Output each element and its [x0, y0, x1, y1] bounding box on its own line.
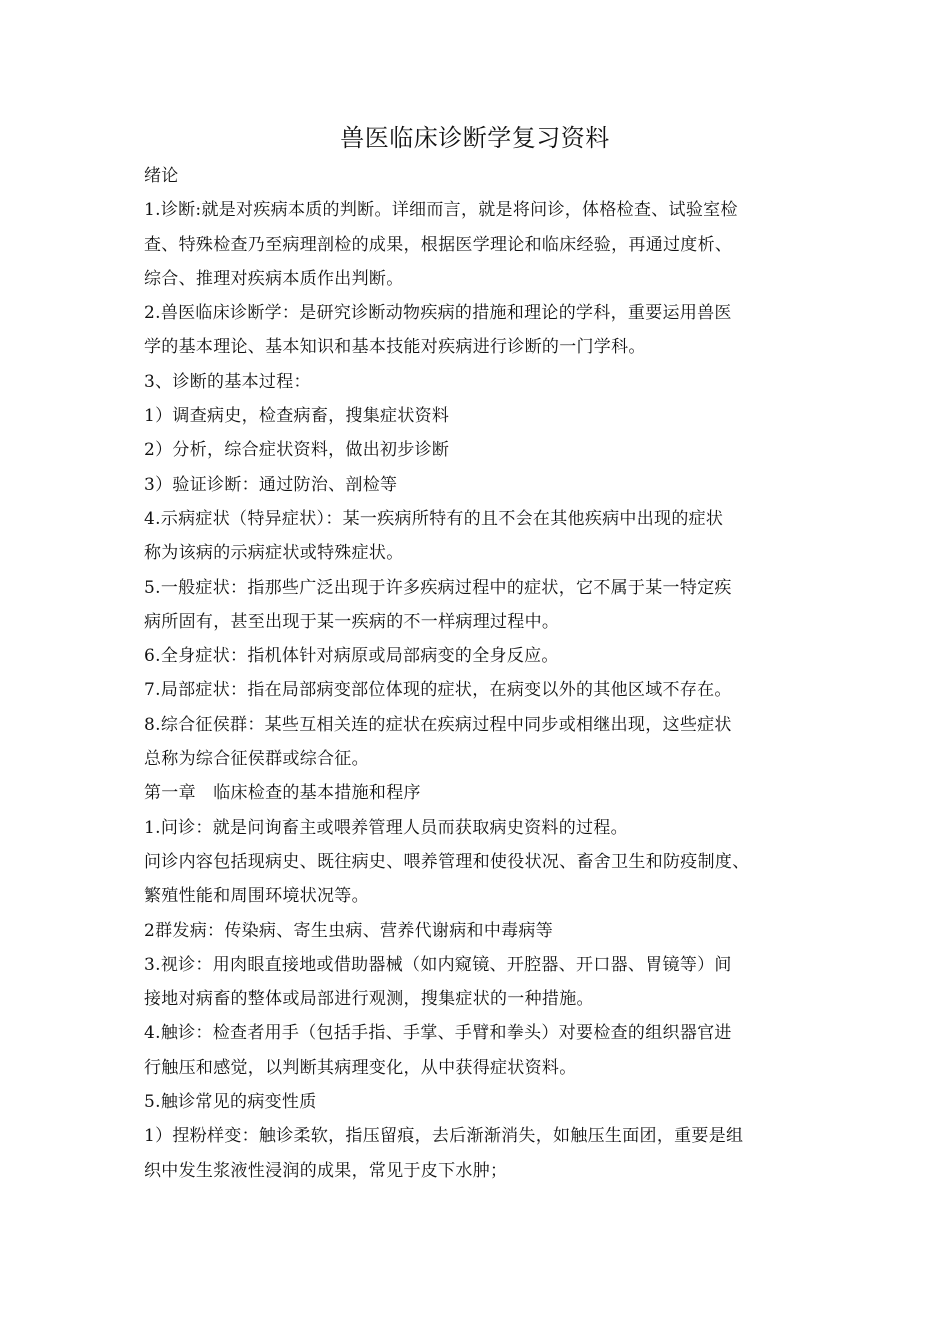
text-line: 第一章 临床检查的基本措施和程序 — [144, 783, 421, 804]
text-line: 总称为综合征侯群或综合征。 — [144, 749, 369, 770]
text-line: 综合、推理对疾病本质作出判断。 — [144, 268, 404, 289]
text-line: 病所固有，甚至出现于某一疾病的不一样病理过程中。 — [144, 611, 560, 632]
text-line: 7.局部症状：指在局部病变部位体现的症状，在病变以外的其他区域不存在。 — [144, 680, 732, 701]
text-line: 3）验证诊断：通过防治、剖检等 — [144, 474, 398, 495]
text-line: 接地对病畜的整体或局部进行观测，搜集症状的一种措施。 — [144, 989, 594, 1010]
text-line: 8.综合征侯群：某些互相关连的症状在疾病过程中同步或相继出现，这些症状 — [144, 714, 732, 735]
text-line: 2群发病：传染病、寄生虫病、营养代谢病和中毒病等 — [144, 920, 554, 941]
text-line: 繁殖性能和周围环境状况等。 — [144, 886, 369, 907]
text-line: 2）分析，综合症状资料，做出初步诊断 — [144, 440, 450, 461]
text-line: 4.示病症状（特异症状）：某一疾病所特有的且不会在其他疾病中出现的症状 — [144, 508, 724, 529]
text-line: 3、诊断的基本过程： — [144, 371, 311, 392]
text-line: 5.触诊常见的病变性质 — [144, 1092, 317, 1113]
text-line: 1）捏粉样变：触诊柔软，指压留痕，去后渐渐消失，如触压生面团，重要是组 — [144, 1126, 744, 1147]
text-line: 学的基本理论、基本知识和基本技能对疾病进行诊断的一门学科。 — [144, 337, 646, 358]
text-line: 6.全身症状：指机体针对病原或局部病变的全身反应。 — [144, 646, 559, 667]
document-body — [144, 159, 820, 1188]
text-line: 4.触诊：检查者用手（包括手指、手掌、手臂和拳头）对要检查的组织器官进 — [144, 1023, 732, 1044]
text-line: 5.一般症状：指那些广泛出现于许多疾病过程中的症状，它不属于某一特定疾 — [144, 577, 732, 598]
text-line: 1）调查病史，检查病畜，搜集症状资料 — [144, 406, 450, 427]
text-line: 织中发生浆液性浸润的成果，常见于皮下水肿； — [144, 1160, 508, 1181]
text-line: 称为该病的示病症状或特殊症状。 — [144, 543, 404, 564]
text-line: 行触压和感觉，以判断其病理变化，从中获得症状资料。 — [144, 1057, 577, 1078]
text-line: 查、特殊检查乃至病理剖检的成果，根据医学理论和临床经验，再通过度析、 — [144, 234, 733, 255]
text-line: 1.诊断:就是对疾病本质的判断。详细而言，就是将问诊，体格检查、试验室检 — [144, 200, 738, 221]
text-line: 问诊内容包括现病史、既往病史、喂养管理和使役状况、畜舍卫生和防疫制度、 — [144, 851, 750, 872]
document-title: 兽医临床诊断学复习资料 — [340, 124, 610, 152]
text-line: 3.视诊：用肉眼直接地或借助器械（如内窥镜、开腔器、开口器、胃镜等）间 — [144, 954, 732, 975]
text-line: 1.问诊：就是问询畜主或喂养管理人员而获取病史资料的过程。 — [144, 817, 628, 838]
text-line: 2.兽医临床诊断学：是研究诊断动物疾病的措施和理论的学科，重要运用兽医 — [144, 303, 732, 324]
text-line: 绪论 — [144, 166, 179, 186]
